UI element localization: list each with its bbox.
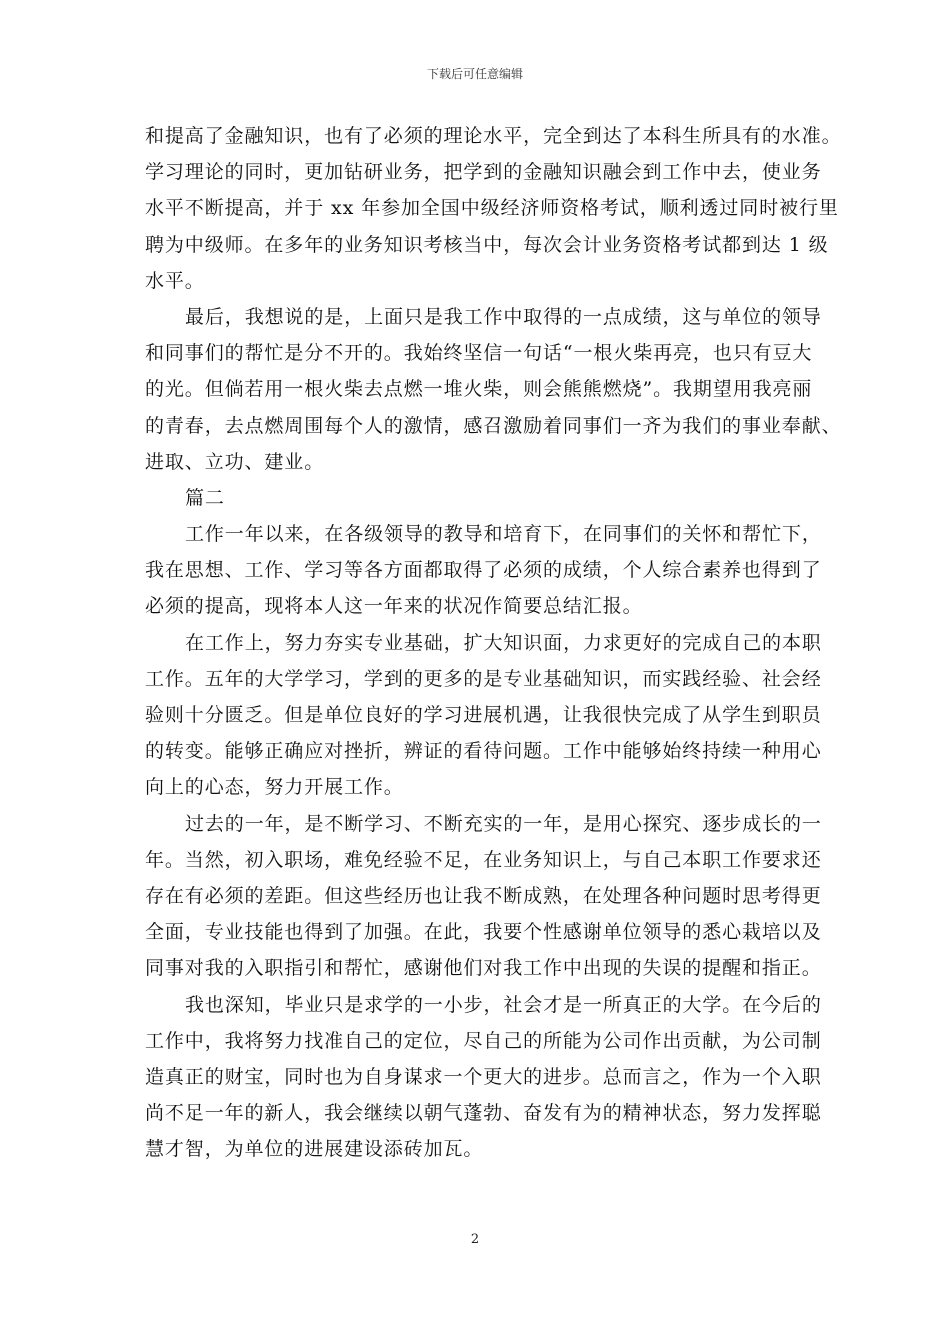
body-line: 尚不足一年的新人，我会继续以朝气蓬勃、奋发有为的精神状态，努力发挥聪 <box>145 1102 822 1125</box>
body-line: 全面，专业技能也得到了加强。在此，我要个性感谢单位领导的悉心栽培以及 <box>145 921 822 944</box>
body-line: 必须的提高，现将本人这一年来的状况作简要总结汇报。 <box>145 595 643 618</box>
body-line: 造真正的财宝，同时也为自身谋求一个更大的进步。总而言之，作为一个入职 <box>145 1065 822 1088</box>
body-line: 存在有必须的差距。但这些经历也让我不断成熟，在处理各种问题时思考得更 <box>145 884 822 907</box>
paragraph-start-line: 过去的一年，是不断学习、不断充实的一年，是用心探究、逐步成长的一 <box>185 812 822 835</box>
body-line: 工作中，我将努力找准自己的定位，尽自己的所能为公司作出贡献，为公司制 <box>145 1029 822 1052</box>
body-line: 水平不断提高，并于 xx 年参加全国中级经济师资格考试，顺利透过同时被行里 <box>145 197 839 220</box>
body-line: 年。当然，初入职场，难免经验不足，在业务知识上，与自己本职工作要求还 <box>145 848 822 871</box>
body-line: 慧才智，为单位的进展建设添砖加瓦。 <box>145 1138 484 1161</box>
body-line: 的光。但倘若用一根火柴去点燃一堆火柴，则会熊熊燃烧”。我期望用我亮丽 <box>145 378 813 401</box>
body-line: 向上的心态，努力开展工作。 <box>145 776 404 799</box>
body-line: 的转变。能够正确应对挫折，辨证的看待问题。工作中能够始终持续一种用心 <box>145 740 822 763</box>
body-line: 同事对我的入职指引和帮忙，感谢他们对我工作中出现的失误的提醒和指正。 <box>145 957 822 980</box>
paragraph-start-line: 在工作上，努力夯实专业基础，扩大知识面，力求更好的完成自己的本职 <box>185 631 822 654</box>
body-line: 聘为中级师。在多年的业务知识考核当中，每次会计业务资格考试都到达 1 级 <box>145 233 829 256</box>
body-line: 验则十分匮乏。但是单位良好的学习进展机遇，让我很快完成了从学生到职员 <box>145 704 822 726</box>
body-line: 和同事们的帮忙是分不开的。我始终坚信一句话“一根火柴再亮，也只有豆大 <box>145 342 813 365</box>
page-number: 2 <box>470 1232 480 1247</box>
page-header: 下载后可任意编辑 <box>426 67 523 81</box>
body-line: 和提高了金融知识，也有了必须的理论水平，完全到达了本科生所具有的水准。 <box>145 125 842 147</box>
body-line: 学习理论的同时，更加钻研业务，把学到的金融知识融会到工作中去，使业务 <box>145 161 822 184</box>
paragraph-start-line: 我也深知，毕业只是求学的一小步，社会才是一所真正的大学。在今后的 <box>185 993 822 1016</box>
body-line: 工作。五年的大学学习，学到的更多的是专业基础知识，而实践经验、社会经 <box>145 667 822 690</box>
body-line: 我在思想、工作、学习等各方面都取得了必须的成绩，个人综合素养也得到了 <box>145 559 822 582</box>
body-line: 的青春，去点燃周围每个人的激情，感召激励着同事们一齐为我们的事业奉献、 <box>145 414 842 437</box>
paragraph-start-line: 工作一年以来，在各级领导的教导和培育下，在同事们的关怀和帮忙下， <box>185 523 822 546</box>
section-heading: 篇二 <box>185 486 225 509</box>
body-line: 水平。 <box>145 269 205 292</box>
paragraph-start-line: 最后，我想说的是，上面只是我工作中取得的一点成绩，这与单位的领导 <box>185 305 822 328</box>
body-line: 进取、立功、建业。 <box>145 450 325 473</box>
document-body <box>145 118 842 1167</box>
